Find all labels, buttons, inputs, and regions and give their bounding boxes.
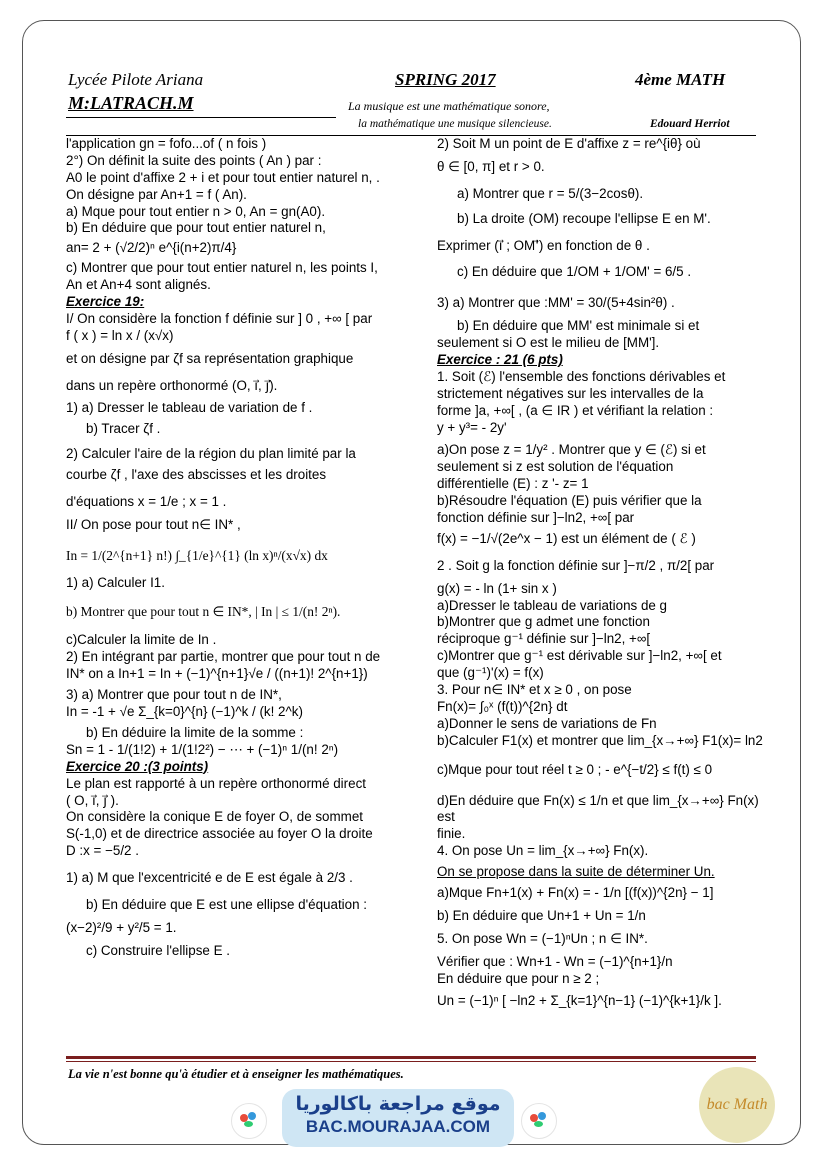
text-line: Exprimer (i⃗ ; OM'⃗) en fonction de θ . [437, 237, 650, 253]
quote-line-2: la mathématique une musique silencieuse. [358, 118, 552, 130]
text-line: y + y³= - 2y' [437, 419, 507, 435]
text-line: I/ On considère la fonction f définie sur ] 0 , +∞ [ par [66, 310, 373, 326]
class-level: 4ème MATH [635, 70, 726, 89]
text-line: d'équations x = 1/e ; x = 1 . [66, 494, 227, 510]
text-line: a) Montrer que r = 5/(3−2cosθ). [457, 185, 644, 201]
text-line: 3. Pour n∈ IN* et x ≥ 0 , on pose [437, 682, 632, 698]
text-line: dans un repère orthonormé (O, i⃗, j⃗). [66, 377, 278, 393]
formula-line: In = 1/(2^{n+1} n!) ∫_{1/e}^{1} (ln x)ⁿ/(x√x) dx [66, 547, 328, 563]
text-line: d)En déduire que Fn(x) ≤ 1/n et que lim_{x→+∞} Fn(x) est [437, 792, 759, 825]
text-line: 3) a) Montrer que :MM' = 30/(5+4sin²θ) . [437, 295, 675, 311]
formula-line: In = -1 + √e Σ_{k=0}^{n} (−1)^k / (k! 2^k) [66, 704, 303, 720]
text-line: finie. [437, 826, 466, 842]
site-name-arabic: موقع مراجعة باكالوريا [295, 1093, 501, 1115]
text-line: 2) En intégrant par partie, montrer que pour tout n de [66, 649, 381, 665]
text-line: S(-1,0) et de directrice associée au foyer O la droite [66, 826, 373, 842]
formula-line: IN* on a In+1 = In + (−1)^{n+1}√e / ((n+1)! 2^{n+1}) [66, 666, 368, 682]
text-line: 3) a) Montrer que pour tout n de IN*, [66, 687, 282, 703]
text-line: c)Mque pour tout réel t ≥ 0 ; - e^{−t/2} ≤ f(t) ≤ 0 [437, 761, 713, 777]
formula-line: Fn(x)= ∫₀ˣ (f(t))^{2n} dt [437, 698, 568, 714]
formula-line: b) En déduire que Un+1 + Un = 1/n [437, 907, 646, 923]
text-line: seulement si O est le milieu de [MM']. [437, 335, 660, 351]
text-line: 4. On pose Un = lim_{x→+∞} Fn(x). [437, 843, 649, 859]
session-title: SPRING 2017 [395, 70, 496, 89]
text-line: 2 . Soit g la fonction définie sur ]−π/2 , π/2[ par [437, 557, 715, 573]
text-line: réciproque g⁻¹ définie sur ]−ln2, +∞[ [437, 631, 651, 647]
text-line: f(x) = −1/√(2e^x − 1) est un élément de ( ℰ ) [437, 530, 696, 546]
text-line: b) En déduire que pour tout entier naturel n, [66, 220, 326, 236]
text-line: On désigne par An+1 = f ( An). [66, 186, 247, 202]
text-line: a)On pose z = 1/y² . Montrer que y ∈ (ℰ) si et [437, 442, 706, 458]
footer-rule [66, 1056, 756, 1059]
text-line: fonction définie sur ]−ln2, +∞[ par [437, 510, 635, 526]
formula-line: (x−2)²/9 + y²/5 = 1. [66, 919, 177, 935]
text-line: c) Montrer que pour tout entier naturel n, les points I, [66, 260, 378, 276]
text-line: b) En déduire que MM' est minimale si et [457, 318, 700, 334]
exercise-21-title: Exercice : 21 (6 pts) [437, 352, 563, 368]
formula-line: a)Mque Fn+1(x) + Fn(x) = - 1/n [(f(x))^{2n} − 1] [437, 884, 714, 900]
text-line: II/ On pose pour tout n∈ IN* , [66, 516, 241, 532]
formula-line: Un = (−1)ⁿ [ −ln2 + Σ_{k=1}^{n−1} (−1)^{k+1}/k ]. [437, 993, 722, 1009]
text-line: An et An+4 sont alignés. [66, 277, 211, 293]
text-line: b)Montrer que g admet une fonction [437, 614, 650, 630]
text-line: a)Donner le sens de variations de Fn [437, 715, 657, 731]
text-line: b) En déduire la limite de la somme : [86, 724, 304, 740]
text-line: c) Construire l'ellipse E . [86, 942, 230, 958]
formula-line: b) Montrer que pour tout n ∈ IN*, | In | ≤ 1/(n! 2ⁿ). [66, 603, 341, 619]
text-line: b)Calculer F1(x) et montrer que lim_{x→+∞} F1(x)= ln2 [437, 732, 763, 748]
right-column [437, 136, 767, 1010]
text-line: b) En déduire que E est une ellipse d'équation : [86, 896, 367, 912]
text-line: que (g⁻¹)'(x) = f(x) [437, 665, 544, 681]
text-line: Le plan est rapporté à un repère orthonormé direct [66, 775, 366, 791]
teacher-name: M:LATRACH.M [68, 93, 194, 113]
text-line: 2) Soit M un point de E d'affixe z = re^{iθ} où [437, 136, 701, 151]
text-line: En déduire que pour n ≥ 2 ; [437, 970, 600, 986]
quote-line-1: La musique est une mathématique sonore, [348, 99, 550, 113]
text-line: et on désigne par ζf sa représentation graphique [66, 350, 354, 366]
text-line: A0 le point d'affixe 2 + i et pour tout entier naturel n, . [66, 169, 380, 185]
text-line: a)Dresser le tableau de variations de g [437, 597, 668, 613]
text-line: 1) a) Calculer I1. [66, 574, 165, 590]
site-url: BAC.MOURAJAA.COM [305, 1117, 491, 1136]
left-column [66, 136, 411, 960]
header-rule [66, 117, 336, 118]
text-line: strictement négatives sur les intervalles de la [437, 385, 704, 401]
text-line: 1. Soit (ℰ) l'ensemble des fonctions dérivables et [437, 368, 726, 384]
formula-line: θ ∈ [0, π] et r > 0. [437, 158, 545, 174]
text-line: b) Tracer ζf . [86, 421, 161, 437]
text-line: forme ]a, +∞[ , (a ∈ IR ) et vérifiant la relation : [437, 402, 714, 418]
formula-line: D :x = −5/2 . [66, 843, 139, 859]
quote-author: Edouard Herriot [650, 118, 730, 130]
right-logo-icon [521, 1103, 557, 1139]
text-line: ( O, i⃗, j⃗ ). [66, 792, 119, 808]
text-line: 1) a) M que l'excentricité e de E est égale à 2/3 . [66, 870, 353, 886]
text-line: courbe ζf , l'axe des abscisses et les droites [66, 467, 327, 483]
exercise-19-title: Exercice 19: [66, 294, 145, 310]
school-name: Lycée Pilote Ariana [68, 70, 204, 89]
formula-line: 5. On pose Wn = (−1)ⁿUn ; n ∈ IN*. [437, 930, 648, 946]
text-line: g(x) = - ln (1+ sin x ) [437, 580, 557, 596]
text-line: c)Calculer la limite de In . [66, 632, 217, 648]
text-line: b) La droite (OM) recoupe l'ellipse E en M'. [457, 210, 711, 226]
text-line: différentielle (E) : z '- z= 1 [437, 476, 589, 492]
bac-math-logo: bac Math [699, 1067, 775, 1143]
footer-motto: La vie n'est bonne qu'à étudier et à enseigner les mathématiques. [68, 1067, 404, 1081]
text-line: a) Mque pour tout entier n > 0, An = gn(A0). [66, 203, 326, 219]
left-logo-icon [231, 1103, 267, 1139]
formula-line: Vérifier que : Wn+1 - Wn = (−1)^{n+1}/n [437, 953, 673, 969]
text-line: b)Résoudre l'équation (E) puis vérifier que la [437, 493, 702, 509]
text-line: 1) a) Dresser le tableau de variation de f . [66, 400, 313, 416]
text-line: seulement si z est solution de l'équation [437, 459, 674, 475]
formula-line: Sn = 1 - 1/(1!2) + 1/(1!2²) − ⋯ + (−1)ⁿ 1/(n! 2ⁿ) [66, 741, 339, 757]
formula-line: an= 2 + (√2/2)ⁿ e^{i(n+2)π/4} [66, 240, 237, 256]
text-line: c) En déduire que 1/OM + 1/OM' = 6/5 . [457, 264, 692, 280]
text-line: l'application gn = fofo...of ( n fois ) [66, 136, 267, 151]
formula-line: f ( x ) = ln x / (x√x) [66, 327, 174, 343]
text-line: On considère la conique E de foyer O, de sommet [66, 809, 363, 825]
text-line: 2) Calculer l'aire de la région du plan limité par la [66, 446, 356, 462]
text-line: On se propose dans la suite de déterminer Un. [437, 864, 715, 880]
text-line: c)Montrer que g⁻¹ est dérivable sur ]−ln2, +∞[ et [437, 648, 722, 664]
exercise-20-title: Exercice 20 :(3 points) [66, 758, 209, 774]
footer-rule-thin [66, 1061, 756, 1062]
site-banner-link[interactable] [282, 1089, 514, 1147]
text-line: 2°) On définit la suite des points ( An ) par : [66, 152, 322, 168]
